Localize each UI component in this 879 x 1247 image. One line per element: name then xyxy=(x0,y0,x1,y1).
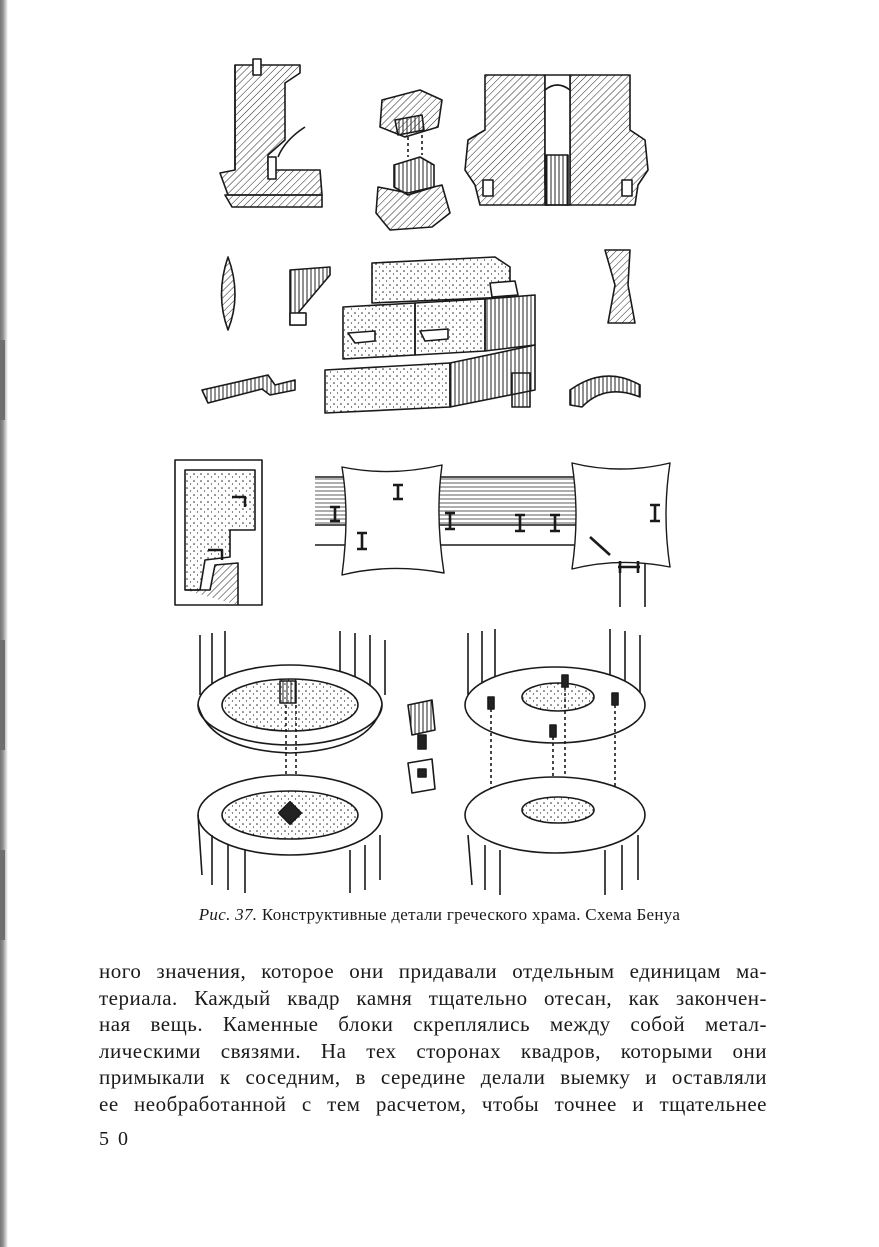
body-paragraph xyxy=(99,958,767,1117)
bar-clamp-drawing xyxy=(290,267,330,325)
dowel-detail-drawing xyxy=(408,700,435,793)
scan-edge-shadow xyxy=(0,0,8,1247)
column-drum-round-dowels-drawing xyxy=(465,629,645,895)
small-plate-drawing xyxy=(512,373,530,407)
column-drum-square-dowel-drawing xyxy=(198,631,385,893)
lens-clamp-drawing xyxy=(222,257,236,330)
caption-figure-number: Рис. 37. xyxy=(198,905,258,924)
page-number: 5 0 xyxy=(99,1128,130,1150)
figure-37-construction-details xyxy=(150,45,710,905)
text-line: ного значения, которое они придавали отдельным единицам ма- xyxy=(99,959,767,983)
text-line: ная вещь. Каменные блоки скреплялись между собой метал- xyxy=(99,1012,767,1036)
curved-block-drawing xyxy=(570,376,640,407)
scan-mark xyxy=(0,850,5,940)
scan-mark xyxy=(0,340,5,420)
scan-mark xyxy=(0,640,5,750)
corner-plan-drawing xyxy=(175,460,262,605)
double-t-clamp-drawing xyxy=(605,250,635,323)
text-line: териала. Каждый квадр камня тщательно отесан, как закончен- xyxy=(99,985,767,1010)
text-line: примыкали к соседним, в середине делали выемку и оставляли xyxy=(99,1065,767,1089)
z-clamp-drawing xyxy=(202,375,295,403)
stacked-blocks-drawing xyxy=(325,257,535,413)
exploded-block-dowel-drawing xyxy=(376,90,450,230)
cornice-section-drawing xyxy=(220,59,322,207)
caption-text: Конструктивные детали греческого храма. Схема Бенуа xyxy=(261,905,681,924)
figure-caption xyxy=(0,905,879,925)
text-line: ее необработанной с тем расчетом, чтобы точнее и тщательнее xyxy=(99,1091,767,1116)
capital-section-drawing xyxy=(465,75,648,205)
wall-plan-with-clamps-drawing xyxy=(315,463,670,607)
text-line: лическими связями. На тех сторонах квадров, которыми они xyxy=(99,1038,767,1063)
